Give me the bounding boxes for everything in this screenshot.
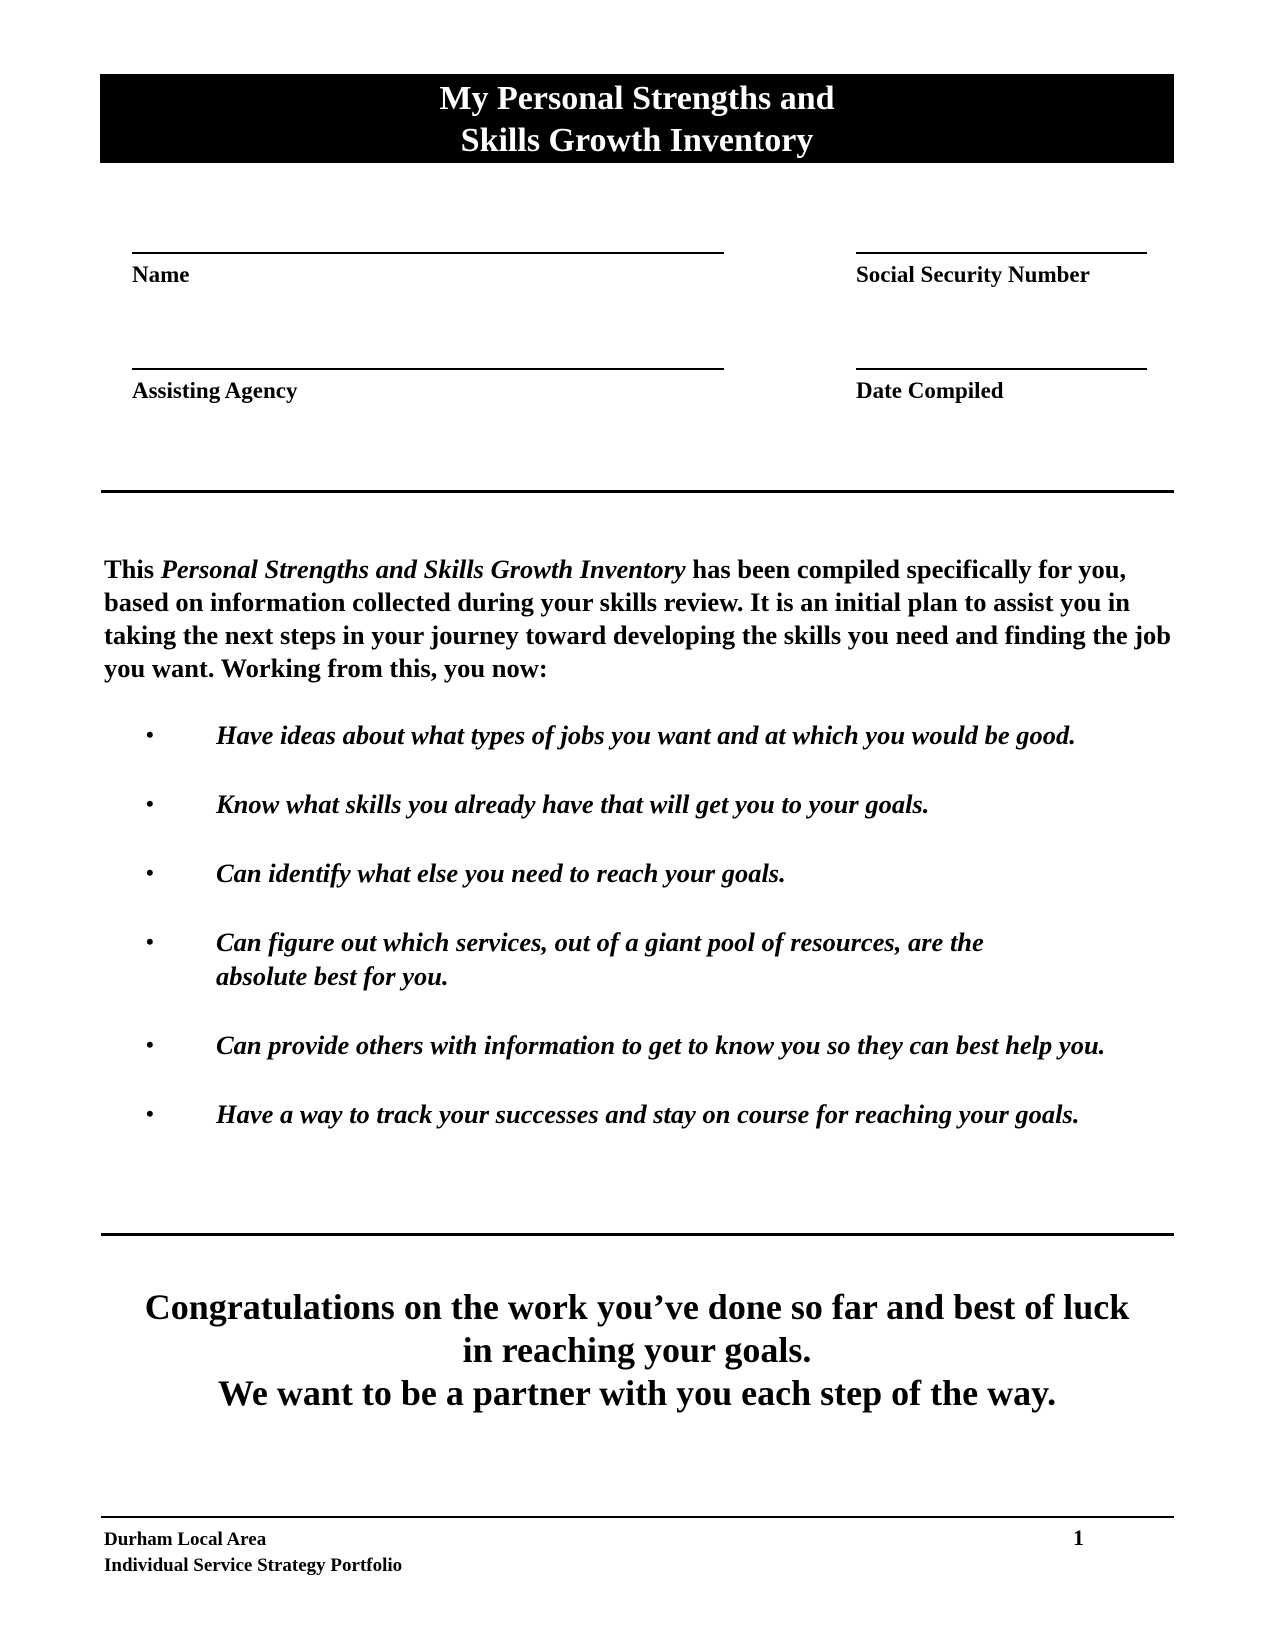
date-blank-line[interactable] [856, 368, 1147, 370]
list-item [104, 856, 1184, 890]
list-item-text: Can figure out which services, out of a giant pool of resources, are the absolute best for you. [216, 927, 984, 991]
list-item-text: Have a way to track your successes and stay on course for reaching your goals. [216, 1099, 1080, 1129]
bullet-icon: • [146, 929, 154, 954]
agency-blank-line[interactable] [132, 368, 724, 370]
date-label: Date Compiled [856, 378, 1004, 403]
agency-label: Assisting Agency [132, 378, 298, 403]
bullet-icon: • [146, 860, 154, 885]
list-item [104, 787, 1184, 821]
agency-field[interactable] [132, 368, 724, 404]
list-item-text: Have ideas about what types of jobs you want and at which you would be good. [216, 720, 1076, 750]
ssn-field[interactable] [856, 252, 1147, 288]
title-line-2: Skills Growth Inventory [460, 122, 814, 159]
outcomes-list [104, 718, 1184, 1131]
ssn-label: Social Security Number [856, 262, 1090, 287]
intro-lead: This [104, 554, 161, 584]
bullet-icon: • [146, 1032, 154, 1057]
intro-title-italic: Personal Strengths and Skills Growth Inventory [160, 554, 686, 584]
ssn-blank-line[interactable] [856, 252, 1147, 254]
closing-message [100, 1286, 1174, 1415]
intro-body: has been compiled specifically for you, based on information collected during your skills review. It is an initial plan to assist you in taking the next steps in your journey toward developing the skills you need and finding the job you want. Working from this, you now: [104, 554, 1172, 683]
title-line-1: My Personal Strengths and [439, 80, 835, 117]
closing-line-1: Congratulations on the work you’ve done so far and best of luck [144, 1287, 1130, 1327]
name-blank-line[interactable] [132, 252, 724, 254]
closing-line-3: We want to be a partner with you each step of the way. [217, 1373, 1057, 1413]
section-divider-bottom [101, 1233, 1174, 1236]
bullet-icon: • [146, 791, 154, 816]
list-item-text: Can provide others with information to get to know you so they can best help you. [216, 1030, 1106, 1060]
list-item [104, 925, 1184, 993]
section-divider-top [101, 490, 1174, 493]
name-field[interactable] [132, 252, 724, 288]
bullet-icon: • [146, 722, 154, 747]
bullet-icon: • [146, 1101, 154, 1126]
intro-paragraph [104, 553, 1184, 685]
list-item-text: Can identify what else you need to reach your goals. [216, 858, 786, 888]
page-number: 1 [1073, 1525, 1084, 1550]
footer-org: Durham Local Area [104, 1529, 267, 1550]
footer [104, 1527, 402, 1579]
closing-line-2: in reaching your goals. [462, 1330, 812, 1370]
list-item [104, 718, 1184, 752]
list-item [104, 1028, 1184, 1062]
footer-divider [101, 1516, 1174, 1518]
name-label: Name [132, 262, 190, 287]
page-title-banner [100, 74, 1174, 163]
list-item-text: Know what skills you already have that will get you to your goals. [216, 789, 930, 819]
date-field[interactable] [856, 368, 1147, 404]
footer-doc-title: Individual Service Strategy Portfolio [104, 1555, 403, 1576]
list-item [104, 1097, 1184, 1131]
